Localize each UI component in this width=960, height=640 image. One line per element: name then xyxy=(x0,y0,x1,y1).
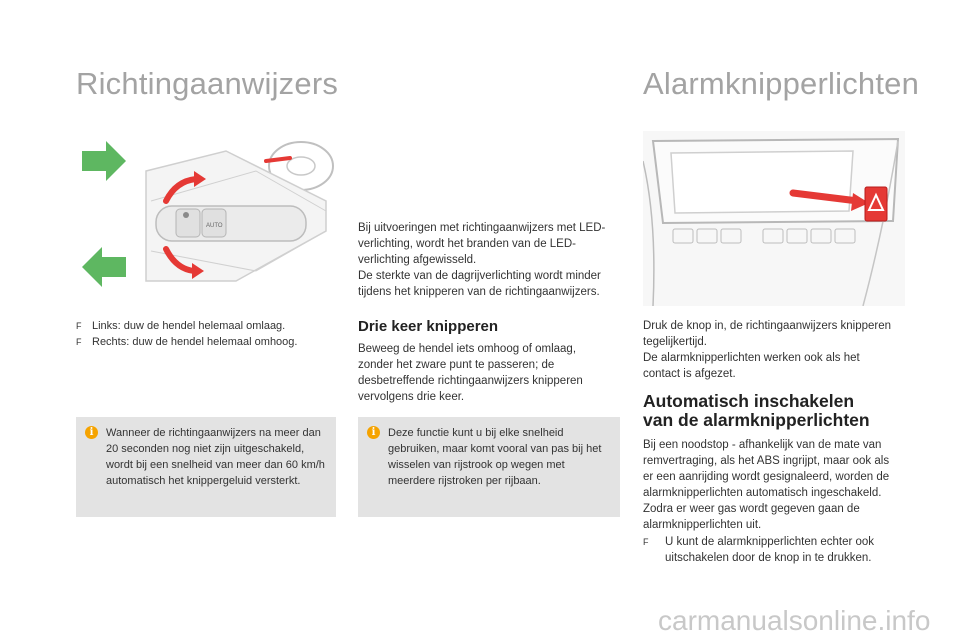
info-text: Wanneer de richtingaanwijzers na meer dan 20 seconden nog niet zijn uitgeschakeld, wordt bij een snelheid van meer dan 60 km/h automatisch het knippergeluid versterkt. xyxy=(106,427,325,487)
page-title-right: Alarmknipperlichten xyxy=(643,66,920,101)
auto-hazard-paragraph: Bij een noodstop - afhankelijk van de mate van remvertraging, als het ABS ingrijpt, maar ook als er een aanrijding wordt gesignaleerd, worden de alarmknipperlichten automatisch ingeschakeld. Zodra er weer gas wordt gegeven gaan de alarmknipperlichten uit. xyxy=(643,439,890,531)
led-intro-text: Bij uitvoeringen met richtingaanwijzers met LED-verlichting, wordt het branden van de LED-verlichting afgewisseld. xyxy=(358,222,606,266)
watermark: carmanualsonline.info xyxy=(658,605,931,636)
info-box-middle xyxy=(358,417,620,517)
bullet-marker: F xyxy=(643,537,649,547)
hazard-text-2: De alarmknipperlichten werken ook als het contact is afgezet. xyxy=(643,352,860,380)
info-icon: i xyxy=(367,426,380,439)
hazard-text-1: Druk de knop in, de richtingaanwijzers knipperen tegelijkertijd. xyxy=(643,320,892,348)
hazard-illustration xyxy=(643,131,905,306)
bullet-text: U kunt de alarmknipperlichten echter ook uitschakelen door de knop in te drukken. xyxy=(665,536,875,564)
led-intro-text-2: De sterkte van de dagrijverlichting wordt minder tijdens het knipperen van de richtingaanwijzers. xyxy=(358,270,601,298)
info-box-left xyxy=(76,417,336,517)
bullet-right xyxy=(76,334,336,350)
auto-label: AUTO xyxy=(206,223,223,229)
heading-line: Automatisch inschakelen xyxy=(643,391,855,411)
hazard-description xyxy=(643,318,893,382)
info-text: Deze functie kunt u bij elke snelheid gebruiken, maar komt vooral van pas bij het wisselen van rijstrook op wegen met meerdere rijstroken per rijbaan. xyxy=(388,427,602,487)
page-title-left: Richtingaanwijzers xyxy=(76,66,339,101)
bullet-text: Rechts: duw de hendel helemaal omhoog. xyxy=(92,336,298,348)
bullet-text: Links: duw de hendel helemaal omlaag. xyxy=(92,320,286,332)
heading-auto-hazard xyxy=(643,392,870,430)
bullet-marker: F xyxy=(76,337,82,347)
turn-signal-lever-drawing xyxy=(76,131,336,301)
turn-signal-illustration xyxy=(76,131,336,301)
turn-signal-bullets xyxy=(76,318,336,350)
info-icon: i xyxy=(85,426,98,439)
dashboard-drawing xyxy=(643,131,905,306)
right-arrow-icon xyxy=(82,141,126,181)
bullet-off xyxy=(643,534,901,566)
hazard-bullet xyxy=(643,534,901,566)
heading-three-flashes: Drie keer knipperen xyxy=(358,318,499,335)
heading-line: van de alarmknipperlichten xyxy=(643,410,870,430)
bullet-marker: F xyxy=(76,321,82,331)
left-arrow-icon xyxy=(82,247,126,287)
bullet-left xyxy=(76,318,336,334)
three-flashes-paragraph: Beweeg de hendel iets omhoog of omlaag, zonder het zware punt te passeren; de desbetreffende richtingaanwijzers knipperen vervolgens drie keer. xyxy=(358,343,583,403)
led-intro xyxy=(358,220,620,300)
